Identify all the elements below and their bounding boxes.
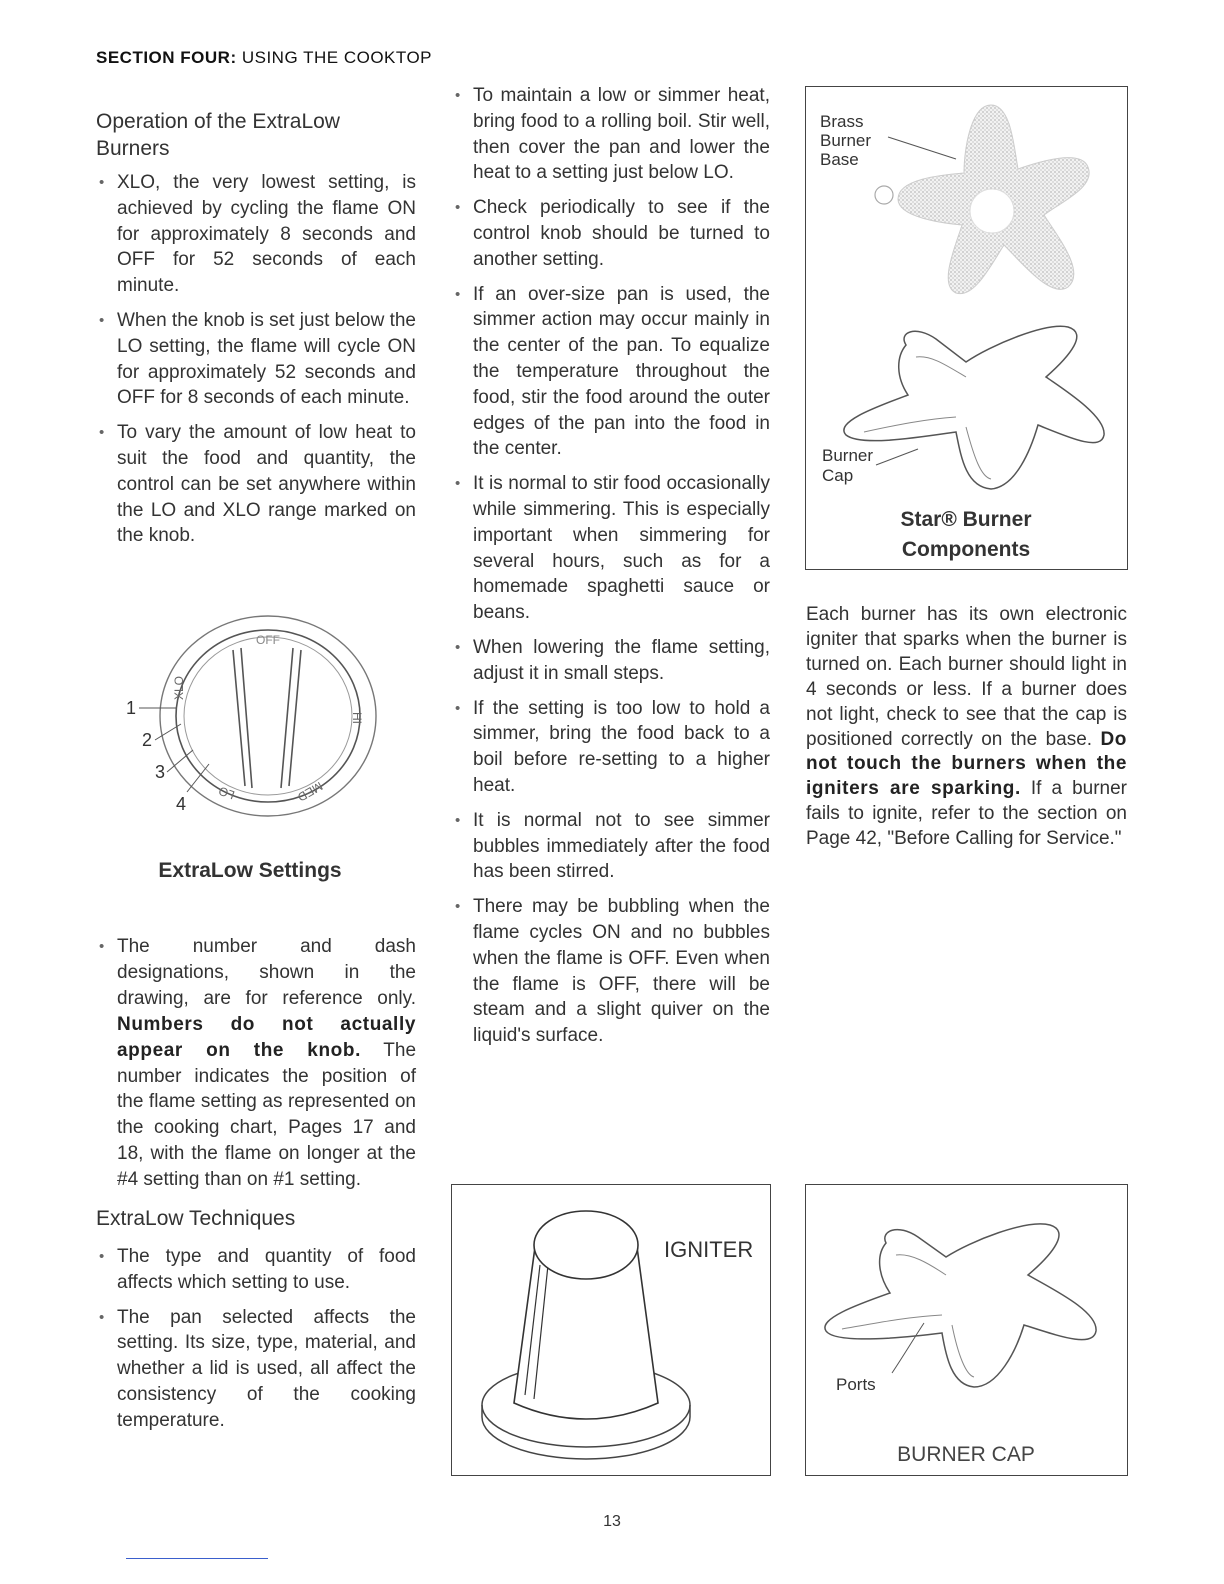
knob-off-label: OFF: [256, 633, 280, 647]
burner-label: Burner: [820, 131, 872, 150]
igniter-figure: [451, 1184, 771, 1476]
cap-label-burner: Burner: [822, 446, 874, 465]
list-item: • To vary the amount of low heat to suit the food and quantity, the control can be set anywhere within the LO and XLO range marked on the knob.: [96, 420, 416, 549]
ports-label: Ports: [836, 1375, 876, 1394]
extralow-knob-diagram: [115, 612, 385, 837]
list-item: • If the setting is too low to hold a simmer, bring the food back to a boil before re-setting to a higher heat.: [452, 696, 770, 799]
caption-line-2: Components: [901, 538, 1031, 561]
note-intro: The number and dash designations, shown in the drawing, are for reference only.: [117, 936, 416, 1009]
heading-operation: Operation of the ExtraLow Burners: [96, 110, 340, 160]
para-start: Each burner has its own electronic igniter that sparks when the burner is turned on. Each burner should light in 4 seconds or less. If a burner does not light, check to see that the cap is positioned correctly on the base.: [806, 604, 1127, 750]
list-item: • When lowering the flame setting, adjust it in small steps.: [452, 635, 770, 687]
list-item: • Check periodically to see if the control knob should be turned to another setting.: [452, 195, 770, 272]
section-number: SECTION FOUR:: [96, 48, 237, 67]
list-item: • It is normal not to see simmer bubbles immediately after the food has been stirred.: [452, 808, 770, 885]
list-item: • The type and quantity of food affects which setting to use.: [96, 1244, 416, 1296]
knob-position-1: 1: [126, 698, 137, 718]
igniter-label: IGNITER: [664, 1237, 754, 1262]
star-burner-caption: [806, 505, 1126, 565]
column-1: [96, 108, 416, 558]
knob-lo-label: LO: [216, 783, 237, 803]
list-item: • When the knob is set just below the LO setting, the flame will cycle ON for approximately 52 seconds and OFF for 8 seconds of each minute.: [96, 308, 416, 411]
note-bold: Numbers do not actually appear on the knob.: [117, 1013, 416, 1061]
note-rest: The number indicates the position of the flame setting as represented on the cooking chart, Pages 17 and 18, with the flame on longer at the #4 setting than on #1 setting.: [117, 1039, 417, 1191]
knob-note-list: [96, 934, 416, 1193]
burner-cap-drawing: [806, 1185, 1126, 1435]
igniter-paragraph: [806, 603, 1127, 852]
footer-rule: [126, 1558, 268, 1559]
cap-label-cap: Cap: [822, 466, 854, 485]
techniques-bullets: [96, 1244, 416, 1434]
brass-label: Brass: [820, 112, 864, 131]
caption-line-1: Star® Burner: [900, 508, 1032, 531]
list-item: • XLO, the very lowest setting, is achieved by cycling the flame ON for approximately 8 seconds and OFF for 52 seconds of each minute.: [96, 170, 416, 299]
operation-bullets: [96, 170, 416, 549]
list-item: • There may be bubbling when the flame cycles ON and no bubbles when the flame is OFF. Even when the flame is OFF, there will be steam and a slight quiver on the liquid's surface.: [452, 894, 770, 1049]
simmer-bullets: [452, 83, 770, 1049]
list-item: • The pan selected affects the setting. Its size, type, material, and whether a lid is used, all affect the consistency of the cooking temperature.: [96, 1305, 416, 1434]
knob-caption: ExtraLow Settings: [158, 859, 342, 882]
star-burner-drawing: [806, 87, 1126, 517]
para-end: If a burner fails to ignite, refer to the section on Page 42, "Before Calling for Service.": [806, 778, 1127, 850]
knob-position-4: 4: [176, 794, 187, 814]
knob-med-label: MED: [295, 778, 326, 805]
igniter-drawing: [452, 1185, 769, 1474]
page-number: 13: [603, 1513, 621, 1530]
list-item: • To maintain a low or simmer heat, bring food to a rolling boil. Stir well, then cover the pan and lower the heat to a setting just below LO.: [452, 83, 770, 186]
column-1-lower: [96, 934, 416, 1443]
knob-xlo-label: XLO: [172, 675, 186, 700]
list-item: • If an over-size pan is used, the simmer action may occur mainly in the center of the pan. To equalize the temperature throughout the food, stir the food around the outer edges of the pan into the food in the center.: [452, 282, 770, 463]
section-header: [96, 48, 432, 68]
column-2: [452, 83, 770, 1058]
burner-cap-caption: BURNER CAP: [897, 1443, 1035, 1466]
star-burner-figure: [805, 86, 1128, 570]
list-item: • It is normal to stir food occasionally while simmering. This is especially important when simmering for several hours, such as for a homemade spaghetti sauce or beans.: [452, 471, 770, 626]
knob-note: [96, 934, 416, 1193]
knob-position-3: 3: [155, 762, 166, 782]
knob-position-2: 2: [142, 730, 153, 750]
section-title: USING THE COOKTOP: [241, 48, 433, 67]
base-label: Base: [820, 150, 859, 169]
burner-cap-figure: [805, 1184, 1128, 1476]
heading-techniques: ExtraLow Techniques: [96, 1207, 296, 1231]
para-warning: Do not touch the burners when the igniters are sparking.: [806, 728, 1127, 800]
knob-hi-label: HI: [350, 712, 364, 724]
